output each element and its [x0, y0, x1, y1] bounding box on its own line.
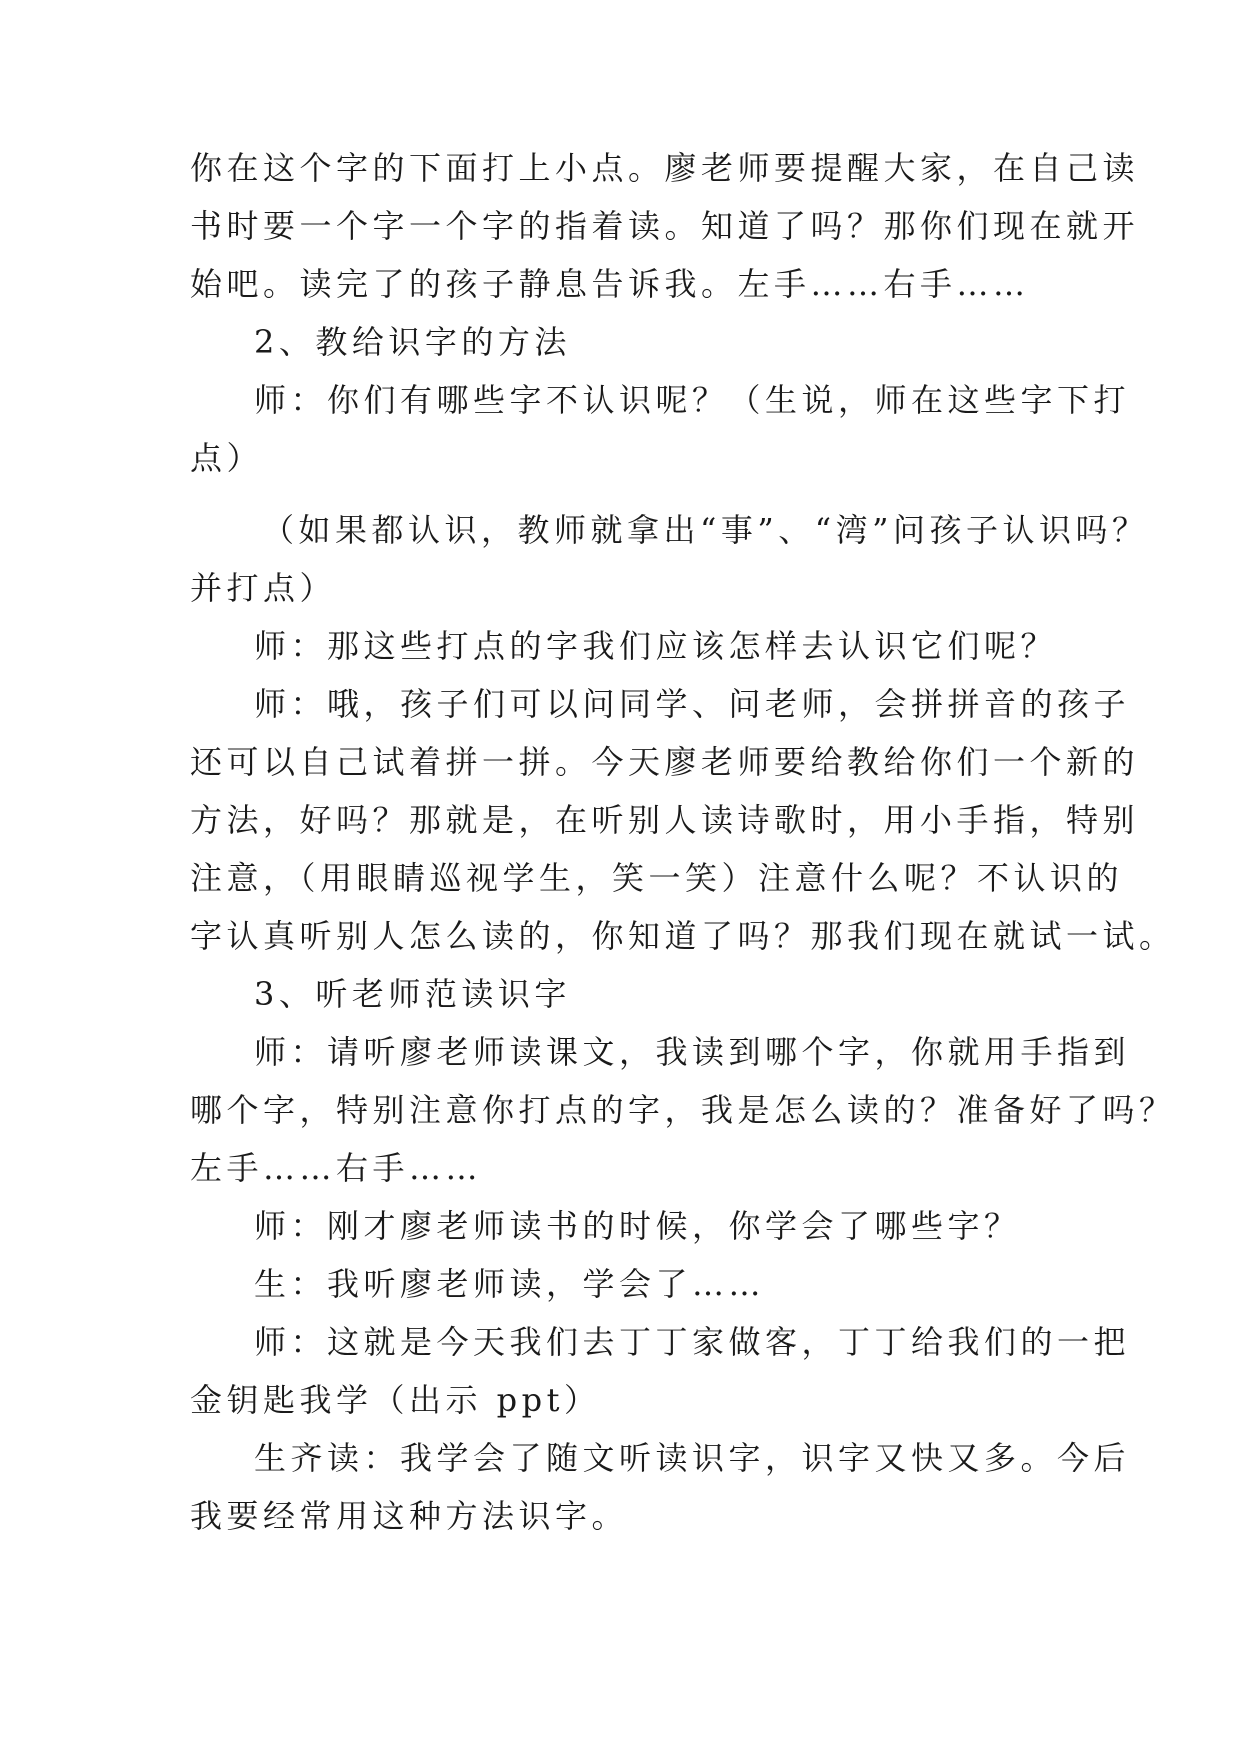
text-line: 方法，好吗？那就是，在听别人读诗歌时，用小手指，特别 [190, 801, 1140, 839]
text-line: 点） [190, 439, 264, 477]
text-line: 师：那这些打点的字我们应该怎样去认识它们呢？ [254, 627, 1058, 665]
text-line: 师：哦，孩子们可以问同学、问老师，会拼拼音的孩子 [254, 685, 1131, 723]
text-line: 师：请听廖老师读课文，我读到哪个字，你就用手指到 [254, 1033, 1131, 1071]
section-heading: 2、教给识字的方法 [254, 323, 571, 361]
text-line: 师：这就是今天我们去丁丁家做客，丁丁给我们的一把 [254, 1323, 1131, 1361]
text-line: 师：刚才廖老师读书的时候，你学会了哪些字？ [254, 1207, 1021, 1245]
text-line: 生：我听廖老师读，学会了…… [254, 1265, 766, 1303]
text-line: 金钥匙我学（出示 ppt） [190, 1381, 601, 1419]
text-line: 始吧。读完了的孩子静息告诉我。左手……右手…… [190, 265, 1030, 303]
section-heading: 3、听老师范读识字 [254, 975, 571, 1013]
text-line: 你在这个字的下面打上小点。廖老师要提醒大家，在自己读 [190, 149, 1140, 187]
text-line: 书时要一个字一个字的指着读。知道了吗？那你们现在就开 [190, 207, 1140, 245]
text-line: 并打点） [190, 569, 337, 607]
text-line: 哪个字，特别注意你打点的字，我是怎么读的？准备好了吗？ [190, 1091, 1176, 1129]
text-line: 左手……右手…… [190, 1149, 483, 1187]
text-line: 注意，（用眼睛巡视学生，笑一笑）注意什么呢？不认识的 [190, 859, 1124, 897]
text-line: 字认真听别人怎么读的，你知道了吗？那我们现在就试一试。 [190, 917, 1176, 955]
text-line: 生齐读：我学会了随文听读识字，识字又快又多。今后 [254, 1439, 1131, 1477]
text-line: 师：你们有哪些字不认识呢？（生说，师在这些字下打 [254, 381, 1131, 419]
text-line: 我要经常用这种方法识字。 [190, 1497, 629, 1535]
text-line: 还可以自己试着拼一拼。今天廖老师要给教给你们一个新的 [190, 743, 1140, 781]
text-line: （如果都认识，教师就拿出“事”、“湾”问孩子认识吗？ [262, 511, 1149, 549]
